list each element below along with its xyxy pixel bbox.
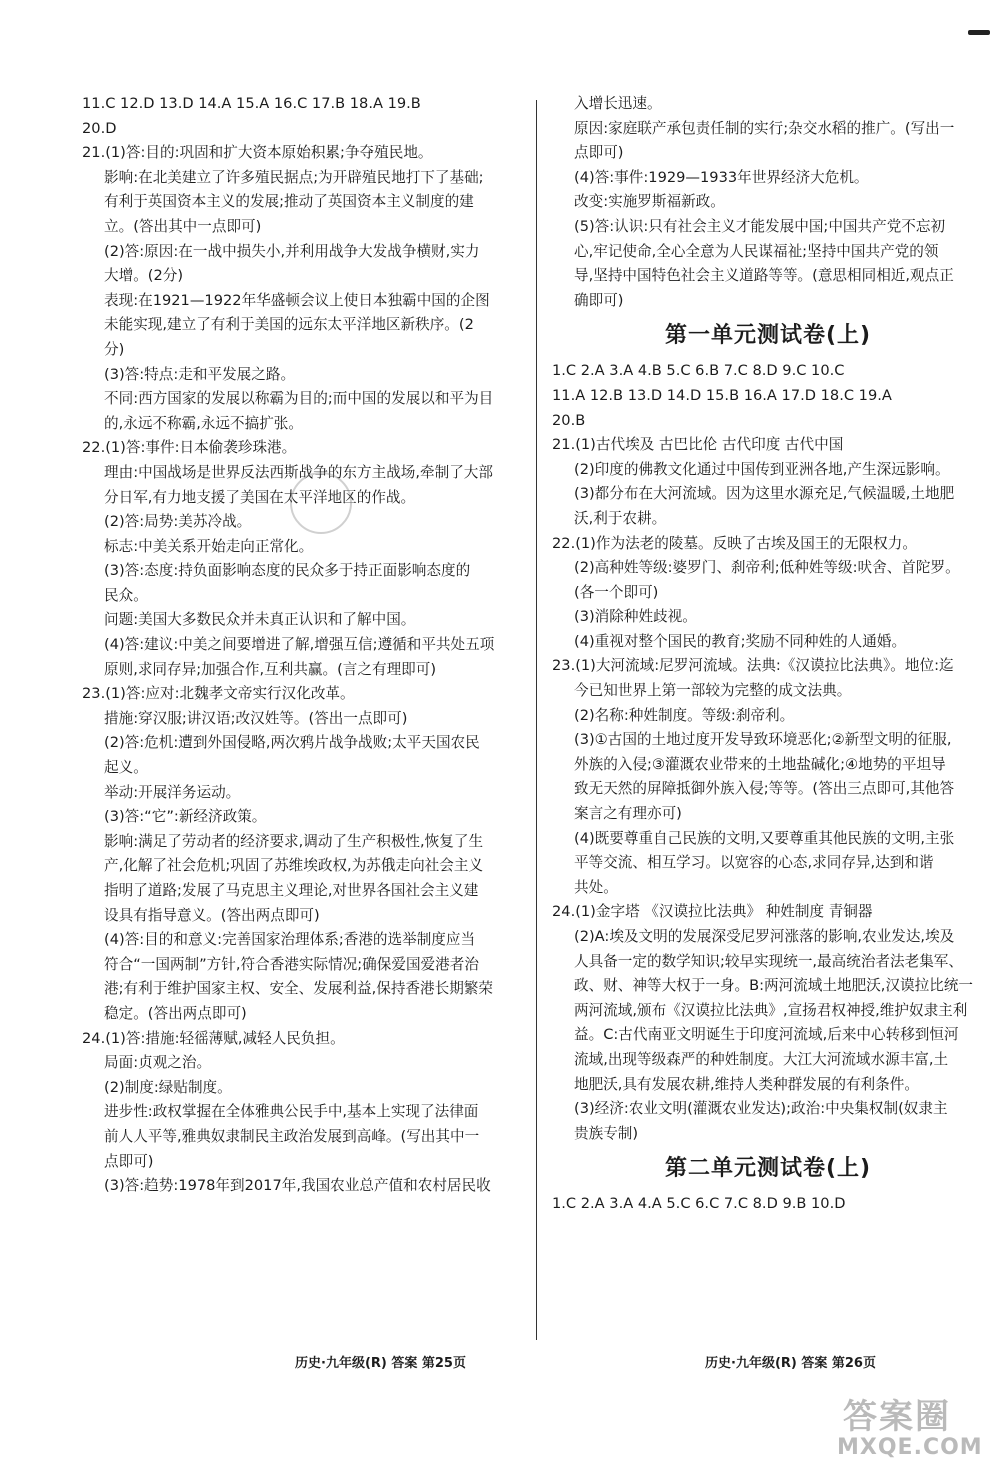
answer-line: (4)答:建议:中美之间要增进了解,增强互信;遵循和平共处五项: [104, 636, 495, 654]
answer-line: 表现:在1921—1922年华盛顿会议上使日本独霸中国的企图: [104, 291, 490, 309]
stamp-watermark: [290, 472, 352, 534]
answer-line: 入增长迅速。: [574, 95, 662, 112]
answer-line: 23.(1)大河流域:尼罗河流域。法典:《汉谟拉比法典》。地位:迄: [552, 657, 954, 675]
answer-line: 点即可): [104, 1152, 154, 1170]
corner-mark: [968, 30, 990, 35]
answer-line: 21.(1)古代埃及 古巴比伦 古代印度 古代中国: [552, 436, 844, 454]
answer-line: 影响:在北美建立了许多殖民据点;为开辟殖民地打下了基础;: [104, 168, 484, 186]
answer-line: 局面:贞观之治。: [104, 1054, 212, 1072]
answer-line: (4)重视对整个国民的教育;奖励不同种姓的人通婚。: [574, 632, 907, 650]
watermark-url: MXQE.COM: [837, 1435, 983, 1460]
answer-line: 今已知世界上第一部较为完整的成文法典。: [574, 682, 852, 700]
answer-line: 流域,出现等级森严的种姓制度。大江大河流域水源丰富,土: [574, 1050, 949, 1068]
answer-line: 案言之有理亦可): [574, 805, 682, 823]
answer-line: 的,永远不称霸,永远不搞扩张。: [104, 414, 303, 432]
answer-line: 地肥沃,具有发展农耕,维持人类种群发展的有利条件。: [574, 1075, 919, 1093]
answer-line: (3)答:特点:走和平发展之路。: [104, 365, 296, 383]
answer-line: (2)制度:绿贴制度。: [104, 1078, 232, 1096]
answer-line: (3)消除种姓歧视。: [574, 608, 697, 626]
answer-line: (2)A:埃及文明的发展深受尼罗河涨落的影响,农业发达,埃及: [574, 928, 955, 945]
answer-line: (4)答:目的和意义:完善国家治理体系;香港的选举制度应当: [104, 931, 476, 949]
section-unit2-answers: [552, 1192, 984, 1217]
right-column: [552, 92, 984, 1217]
answer-line: 共处。: [574, 878, 618, 896]
answer-line: 20.B: [552, 411, 586, 429]
left-column: [82, 92, 520, 1199]
answer-line: 措施:穿汉服;讲汉语;改汉姓等。(答出一点即可): [104, 709, 408, 727]
answer-line: 立。(答出其中一点即可): [104, 217, 262, 235]
answer-line: 22.(1)作为法老的陵墓。反映了古埃及国王的无限权力。: [552, 534, 917, 552]
answer-line: 24.(1)答:措施:轻徭薄赋,减轻人民负担。: [82, 1029, 345, 1047]
answer-line: 民众。: [104, 586, 148, 604]
answer-line: 产,化解了社会危机;巩固了苏维埃政权,为苏俄走向社会主义: [104, 857, 484, 875]
answer-line: 未能实现,建立了有利于美国的远东太平洋地区新秩序。(2: [104, 316, 474, 334]
answer-line: 人具备一定的数学知识;较早实现统一,最高统治者法老集军、: [574, 952, 963, 970]
answer-line: (4)答:事件:1929—1933年世界经济大危机。: [574, 168, 869, 186]
answer-line: 22.(1)答:事件:日本偷袭珍珠港。: [82, 439, 297, 457]
section-title-unit2: 第二单元测试卷(上): [664, 1156, 872, 1182]
answer-line: 益。C:古代南亚文明诞生于印度河流域,后来中心转移到恒河: [574, 1026, 959, 1044]
answer-line: 起义。: [104, 759, 148, 777]
answer-line: 标志:中美关系开始走向正常化。: [104, 537, 314, 555]
answer-line: (2)答:原因:在一战中损失小,并利用战争大发战争横财,实力: [104, 242, 480, 260]
column-divider: [536, 100, 537, 1340]
answer-line: (5)答:认识:只有社会主义才能发展中国;中国共产党不忘初: [574, 217, 946, 235]
answer-line: 23.(1)答:应对:北魏孝文帝实行汉化改革。: [82, 685, 355, 703]
answer-line: 心,牢记使命,全心全意为人民谋福祉;坚持中国共产党的领: [574, 242, 939, 260]
answer-line: 分日军,有力地支援了美国在太平洋地区的作战。: [104, 488, 416, 506]
answer-line: (2)高种姓等级:婆罗门、刹帝利;低种姓等级:吠舍、首陀罗。: [574, 559, 960, 577]
answer-line: 20.D: [82, 119, 117, 137]
answer-line: 有利于英国资本主义的发展;推动了英国资本主义制度的建: [104, 193, 474, 211]
answer-line: 分): [104, 340, 125, 358]
answer-line: 符合“一国两制”方针,符合香港实际情况;确保爱国爱港者治: [104, 955, 479, 973]
answer-line: 11.A 12.B 13.D 14.D 15.B 16.A 17.D 18.C 19.A: [552, 386, 892, 404]
answer-line: (3)都分布在大河流域。因为这里水源充足,气候温暖,土地肥: [574, 485, 955, 503]
answer-line: (3)①古国的土地过度开发导致环境恶化;②新型文明的征服,: [574, 731, 952, 749]
answer-line: 贵族专制): [574, 1124, 639, 1142]
footer-left: 历史·九年级(R) 答案 第25页: [295, 1356, 466, 1371]
section-unit1-answers: [552, 359, 984, 1146]
answer-line: (3)答:态度:持负面影响态度的民众多于持正面影响态度的: [104, 562, 471, 580]
answer-line: 政、财、神等大权于一身。B:两河流域土地肥沃,汉谟拉比统一: [574, 977, 974, 995]
answer-line: 确即可): [574, 291, 624, 309]
answer-line: 导,坚持中国特色社会主义道路等等。(意思相同相近,观点正: [574, 267, 954, 285]
answer-line: (2)答:局势:美苏冷战。: [104, 513, 252, 531]
answer-line: (各一个即可): [574, 583, 659, 601]
answer-line: 问题:美国大多数民众并未真正认识和了解中国。: [104, 611, 416, 629]
answer-line: (3)经济:农业文明(灌溉农业发达);政治:中央集权制(奴隶主: [574, 1100, 948, 1118]
answer-line: 原则,求同存异;加强合作,互利共赢。(言之有理即可): [104, 660, 437, 678]
answer-line: 点即可): [574, 144, 624, 162]
answer-line: 进步性:政权掌握在全体雅典公民手中,基本上实现了法律面: [104, 1103, 479, 1121]
answer-line: 理由:中国战场是世界反法西斯战争的东方主战场,牵制了大部: [104, 463, 493, 481]
answer-line: 原因:家庭联产承包责任制的实行;杂交水稻的推广。(写出一: [574, 119, 955, 137]
section-title-unit1: 第一单元测试卷(上): [664, 323, 872, 349]
answer-line: (4)既要尊重自己民族的文明,又要尊重其他民族的文明,主张: [574, 829, 955, 847]
answer-line: 平等交流、相互学习。以宽容的心态,求同存异,达到和谐: [574, 854, 934, 872]
answer-line: 1.C 2.A 3.A 4.A 5.C 6.C 7.C 8.D 9.B 10.D: [552, 1195, 846, 1213]
answer-line: 21.(1)答:目的:巩固和扩大资本原始积累;争夺殖民地。: [82, 144, 433, 162]
answer-line: (3)答:“它”:新经济政策。: [104, 808, 267, 826]
answer-line: 指明了道路;发展了马克思主义理论,对世界各国社会主义建: [104, 882, 479, 899]
answer-line: (2)名称:种姓制度。等级:刹帝利。: [574, 706, 795, 724]
watermark-brand: 答案圈: [843, 1397, 951, 1437]
answer-line: 不同:西方国家的发展以称霸为目的;而中国的发展以和平为目: [104, 390, 494, 408]
answer-line: 设具有指导意义。(答出两点即可): [104, 906, 320, 924]
answer-line: 1.C 2.A 3.A 4.B 5.C 6.B 7.C 8.D 9.C 10.C: [552, 362, 845, 380]
answer-line: 影响:满足了劳动者的经济要求,调动了生产积极性,恢复了生: [104, 832, 484, 850]
answer-line: 大增。(2分): [104, 267, 184, 285]
answer-line: 致无天然的屏障抵御外族入侵;等等。(答出三点即可,其他答: [574, 780, 955, 798]
answer-line: 24.(1)金字塔 《汉谟拉比法典》 种姓制度 青铜器: [552, 903, 873, 921]
watermark-logo: [835, 1385, 995, 1465]
answer-line: 11.C 12.D 13.D 14.A 15.A 16.C 17.B 18.A 19.B: [82, 95, 421, 112]
answer-line: (2)印度的佛教文化通过中国传到亚洲各地,产生深远影响。: [574, 460, 950, 478]
answer-line: 港;有利于维护国家主权、安全、发展利益,保持香港长期繁荣: [104, 980, 493, 998]
answer-line: (2)答:危机:遭到外国侵略,两次鸦片战争战败;太平天国农民: [104, 734, 480, 752]
answer-line: 两河流域,颁布《汉谟拉比法典》,宣扬君权神授,维护奴隶主利: [574, 1001, 968, 1019]
answer-line: 稳定。(答出两点即可): [104, 1004, 247, 1022]
answer-line: 举动:开展洋务运动。: [104, 783, 241, 801]
answer-line: 外族的入侵;③灌溉农业带来的土地盐碱化;④地势的平坦导: [574, 755, 946, 773]
answer-line: (3)答:趋势:1978年到2017年,我国农业总产值和农村居民收: [104, 1177, 491, 1195]
answer-line: 沃,利于农耕。: [574, 509, 667, 527]
answer-line: 改变:实施罗斯福新政。: [574, 193, 725, 211]
right-column-continued: [552, 92, 984, 313]
answer-line: 前人人平等,雅典奴隶制民主政治发展到高峰。(写出其中一: [104, 1127, 480, 1145]
footer-right: 历史·九年级(R) 答案 第26页: [705, 1356, 876, 1371]
